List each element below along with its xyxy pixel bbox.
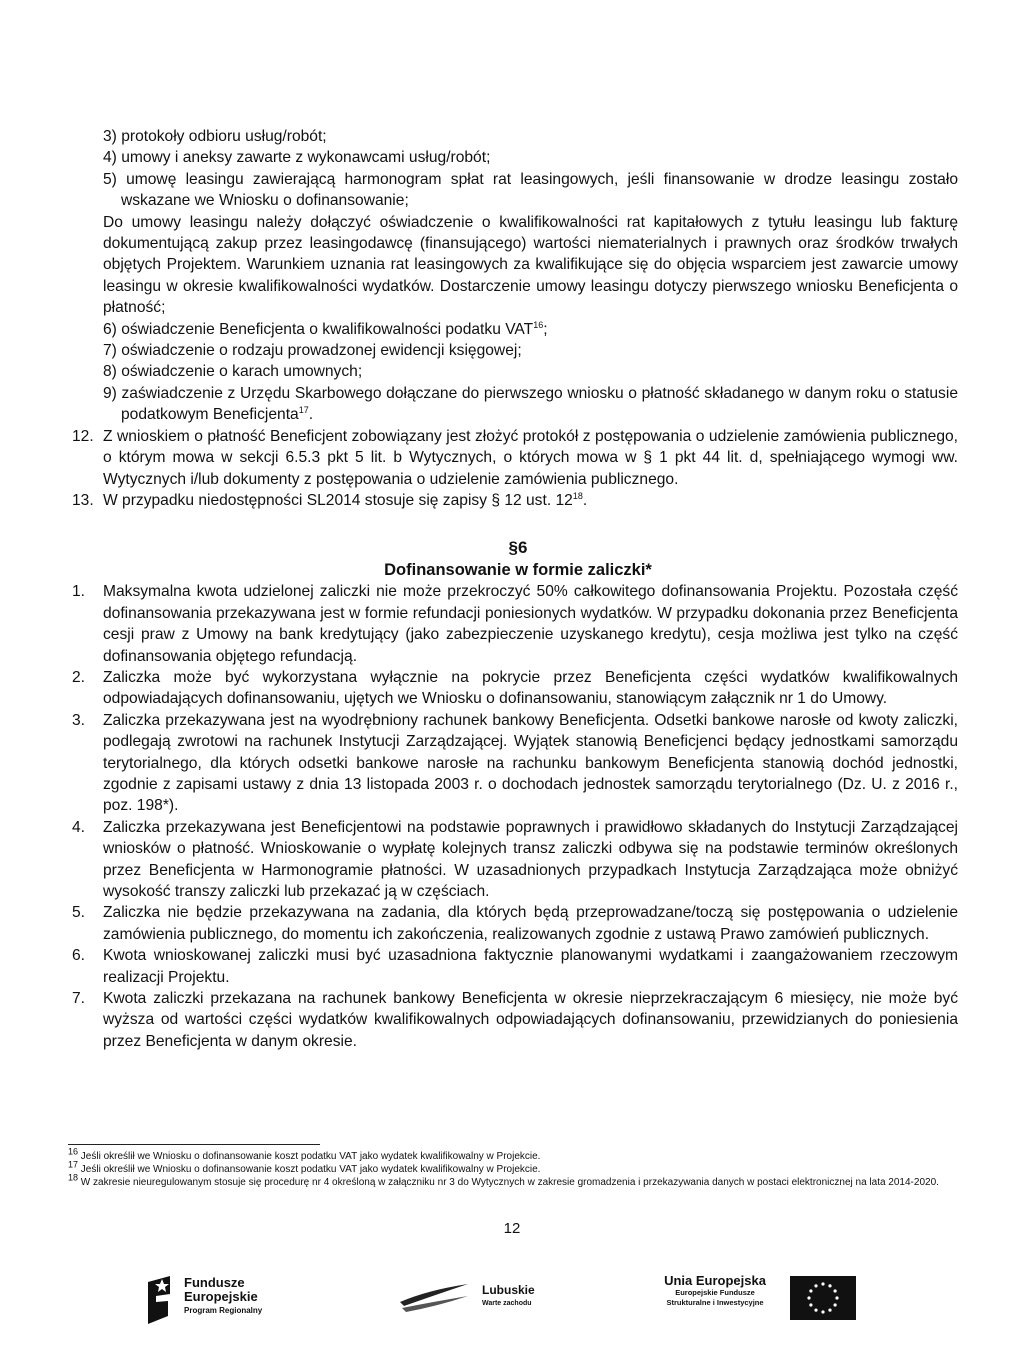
footnote-ref: 18 bbox=[572, 490, 583, 501]
eu-star-icon bbox=[834, 1303, 837, 1306]
section-point: 7. Kwota zaliczki przekazana na rachunek bankowy Beneficjenta w okresie nieprzekraczającym 6 miesięcy, nie może być wyższa od wartości części wydatków kwalifikowalnych odpowiadających dofinansowaniu, przewidzianych do poniesienia przez Beneficjenta w danym okresie. bbox=[72, 990, 958, 1050]
page-number: 12 bbox=[503, 1220, 521, 1237]
point-number: 12. bbox=[72, 427, 94, 445]
footnote-separator bbox=[68, 1144, 320, 1145]
fe-logo-mark-icon bbox=[148, 1276, 174, 1324]
list-item: 7) oświadczenie o rodzaju prowadzonej ewidencji księgowej; bbox=[103, 342, 522, 360]
eu-star-icon bbox=[828, 1284, 831, 1287]
list-item: 5) umowę leasingu zawierającą harmonogram spłat rat leasingowych, jeśli finansowanie w drodze leasingu zostało wskazane we Wniosku o dofinansowanie; bbox=[103, 170, 958, 210]
eu-star-icon bbox=[821, 1310, 824, 1313]
section-title: Dofinansowanie w formie zaliczki* bbox=[384, 561, 652, 580]
eu-star-icon bbox=[828, 1309, 831, 1312]
eu-star-icon bbox=[809, 1289, 812, 1292]
eu-star-icon bbox=[834, 1289, 837, 1292]
section-point: 1. Maksymalna kwota udzielonej zaliczki nie może przekroczyć 50% całkowitego dofinansowania Projektu. Pozostała część dofinansowania przekazywana jest w formie refundacji poniesionych wydatków. W przypadku dokonania przez Beneficjenta cesji praw z Umowy na bank kredytujący (jako zabezpieczenie uzyskanego kredytu), cesja możliwa jest tylko na część dofinansowania objętego refundacją. bbox=[72, 583, 958, 665]
list-item: 3) protokoły odbioru usług/robót; bbox=[103, 128, 327, 145]
list-item: 6) oświadczenie Beneficjenta o kwalifikowalności podatku VAT$^{16}$; bbox=[103, 319, 548, 338]
list-item: 9) zaświadczenie z Urzędu Skarbowego dołączane do pierwszego wniosku o płatność składanego w danym roku o statusie podatkowym Beneficjenta$^{17}$. bbox=[103, 384, 958, 424]
list-item: 8) oświadczenie o karach umownych; bbox=[103, 363, 363, 381]
leasing-paragraph: Do umowy leasingu należy dołączyć oświadczenie o kwalifikowalności rat kapitałowych z tytułu leasingu lub fakturę dokumentującą zakup przez leasingodawcę (finansującego) wartości niematerialnych i prawnych oraz środków trwałych objętych Projektem. Warunkiem uznania rat leasingowych za kwalifikujące się do objęcia wsparciem jest zawarcie umowy leasingu w okresie kwalifikowalności wydatków. Dostarczenie umowy leasingu dotyczy pierwszego wniosku Beneficjenta o płatność; bbox=[103, 213, 958, 317]
section-point: 4. Zaliczka przekazywana jest Beneficjentowi na podstawie poprawnych i prawidłowo składanych do Instytucji Zarządzającej wniosków o płatność. Wnioskowanie o wypłatę kolejnych transz zaliczki odbywa się na podstawie terminów określonych przez Beneficjenta w Harmonogramie płatności. W uzasadnionych przypadkach Instytucja Zarządzająca może obniżyć wysokość transzy zaliczki lub przekazać ją w częściach. bbox=[72, 818, 958, 900]
eu-star-icon bbox=[814, 1309, 817, 1312]
main-text bbox=[72, 126, 958, 1052]
section-point: 5. Zaliczka nie będzie przekazywana na zadania, dla których będą przeprowadzane/toczą się postępowania o udzielenie zamówienia publicznego, do momentu ich zakończenia, realizowanych zgodnie z ustawą Prawo zamówień publicznych. bbox=[72, 904, 958, 943]
eu-star-icon bbox=[835, 1296, 838, 1299]
eu-star-icon bbox=[821, 1282, 824, 1285]
eu-flag-icon bbox=[790, 1276, 856, 1320]
point-text: Z wnioskiem o płatność Beneficjent zobowiązany jest złożyć protokół z postępowania o udzielenie zamówienia publicznego, o którym mowa w sekcji 6.5.3 pkt 5 lit. b Wytycznych, o których mowa w § 1 pkt 44 lit. d, spełniającego wymogi ww. Wytycznych i/lub dokumenty z postępowania o udzielenie zamówienia publicznego. bbox=[103, 427, 958, 488]
footnote: $^{17}$ Jeśli określił we Wniosku o dofinansowanie koszt podatku VAT jako wydatek kwalifikowalny w Projekcie. bbox=[68, 1159, 541, 1175]
footnote-ref: 17 bbox=[298, 405, 309, 416]
eu-star-icon bbox=[809, 1303, 812, 1306]
section-point: 6. Kwota wnioskowanej zaliczki musi być uzasadniona faktycznie planowanymi wydatkami i zaangażowaniem rzeczowym realizacji Projektu. bbox=[72, 947, 958, 986]
list-item: 4) umowy i aneksy zawarte z wykonawcami usług/robót; bbox=[103, 149, 491, 167]
section-number: §6 bbox=[508, 538, 528, 558]
footer-logos: Fundusze Europejskie Program Regionalny Lubuskie Warte zachodu Unia Europejska Europejskie Fundusze Strukturalne i Inwestycyjne bbox=[0, 1266, 1024, 1336]
point-number: 13. bbox=[72, 491, 94, 509]
footnotes bbox=[68, 1146, 964, 1189]
eu-star-icon bbox=[807, 1296, 810, 1299]
section-point: 3. Zaliczka przekazywana jest na wyodrębniony rachunek bankowy Beneficjenta. Odsetki bankowe narosłe od kwoty zaliczki, podlegają zwrotowi na rachunek Instytucji Zarządzającej. Wyjątek stanowią Beneficjenci będący jednostkami samorządu terytorialnego, dla których odsetki bankowe narosłe na rachunku bankowym Beneficjenta stanowią dochód jednostki, zgodnie z zapisami ustawy z dnia 13 listopada 2003 r. o dochodach jednostek samorządu terytorialnego (Dz. U. z 2016 r., poz. 198*). bbox=[72, 711, 958, 815]
section-point: 2. Zaliczka może być wykorzystana wyłącznie na pokrycie przez Beneficjenta części wydatków kwalifikowalnych odpowiadających dofinansowaniu, ujętych we Wniosku o dofinansowaniu, stanowiącym załącznik nr 1 do Umowy. bbox=[72, 668, 958, 708]
lubuskie-swoosh-icon bbox=[398, 1280, 470, 1316]
footnote-ref: 16 bbox=[533, 319, 544, 330]
footnote: $^{16}$ Jeśli określił we Wniosku o dofinansowanie koszt podatku VAT jako wydatek kwalifikowalny w Projekcie. bbox=[68, 1146, 541, 1162]
numbered-point-12 bbox=[72, 426, 958, 490]
footnote: $^{18}$ W zakresie nieuregulowanym stosuje się procedurę nr 4 określoną w załączniku nr 3 do Wytycznych w zakresie gromadzenia i przekazywania danych w postaci elektronicznej na lata 2014-2020. bbox=[68, 1172, 939, 1188]
eu-star-icon bbox=[814, 1284, 817, 1287]
numbered-point-13: 13. W przypadku niedostępności SL2014 stosuje się zapisy § 12 ust. $12^{18}$. bbox=[78, 490, 958, 511]
